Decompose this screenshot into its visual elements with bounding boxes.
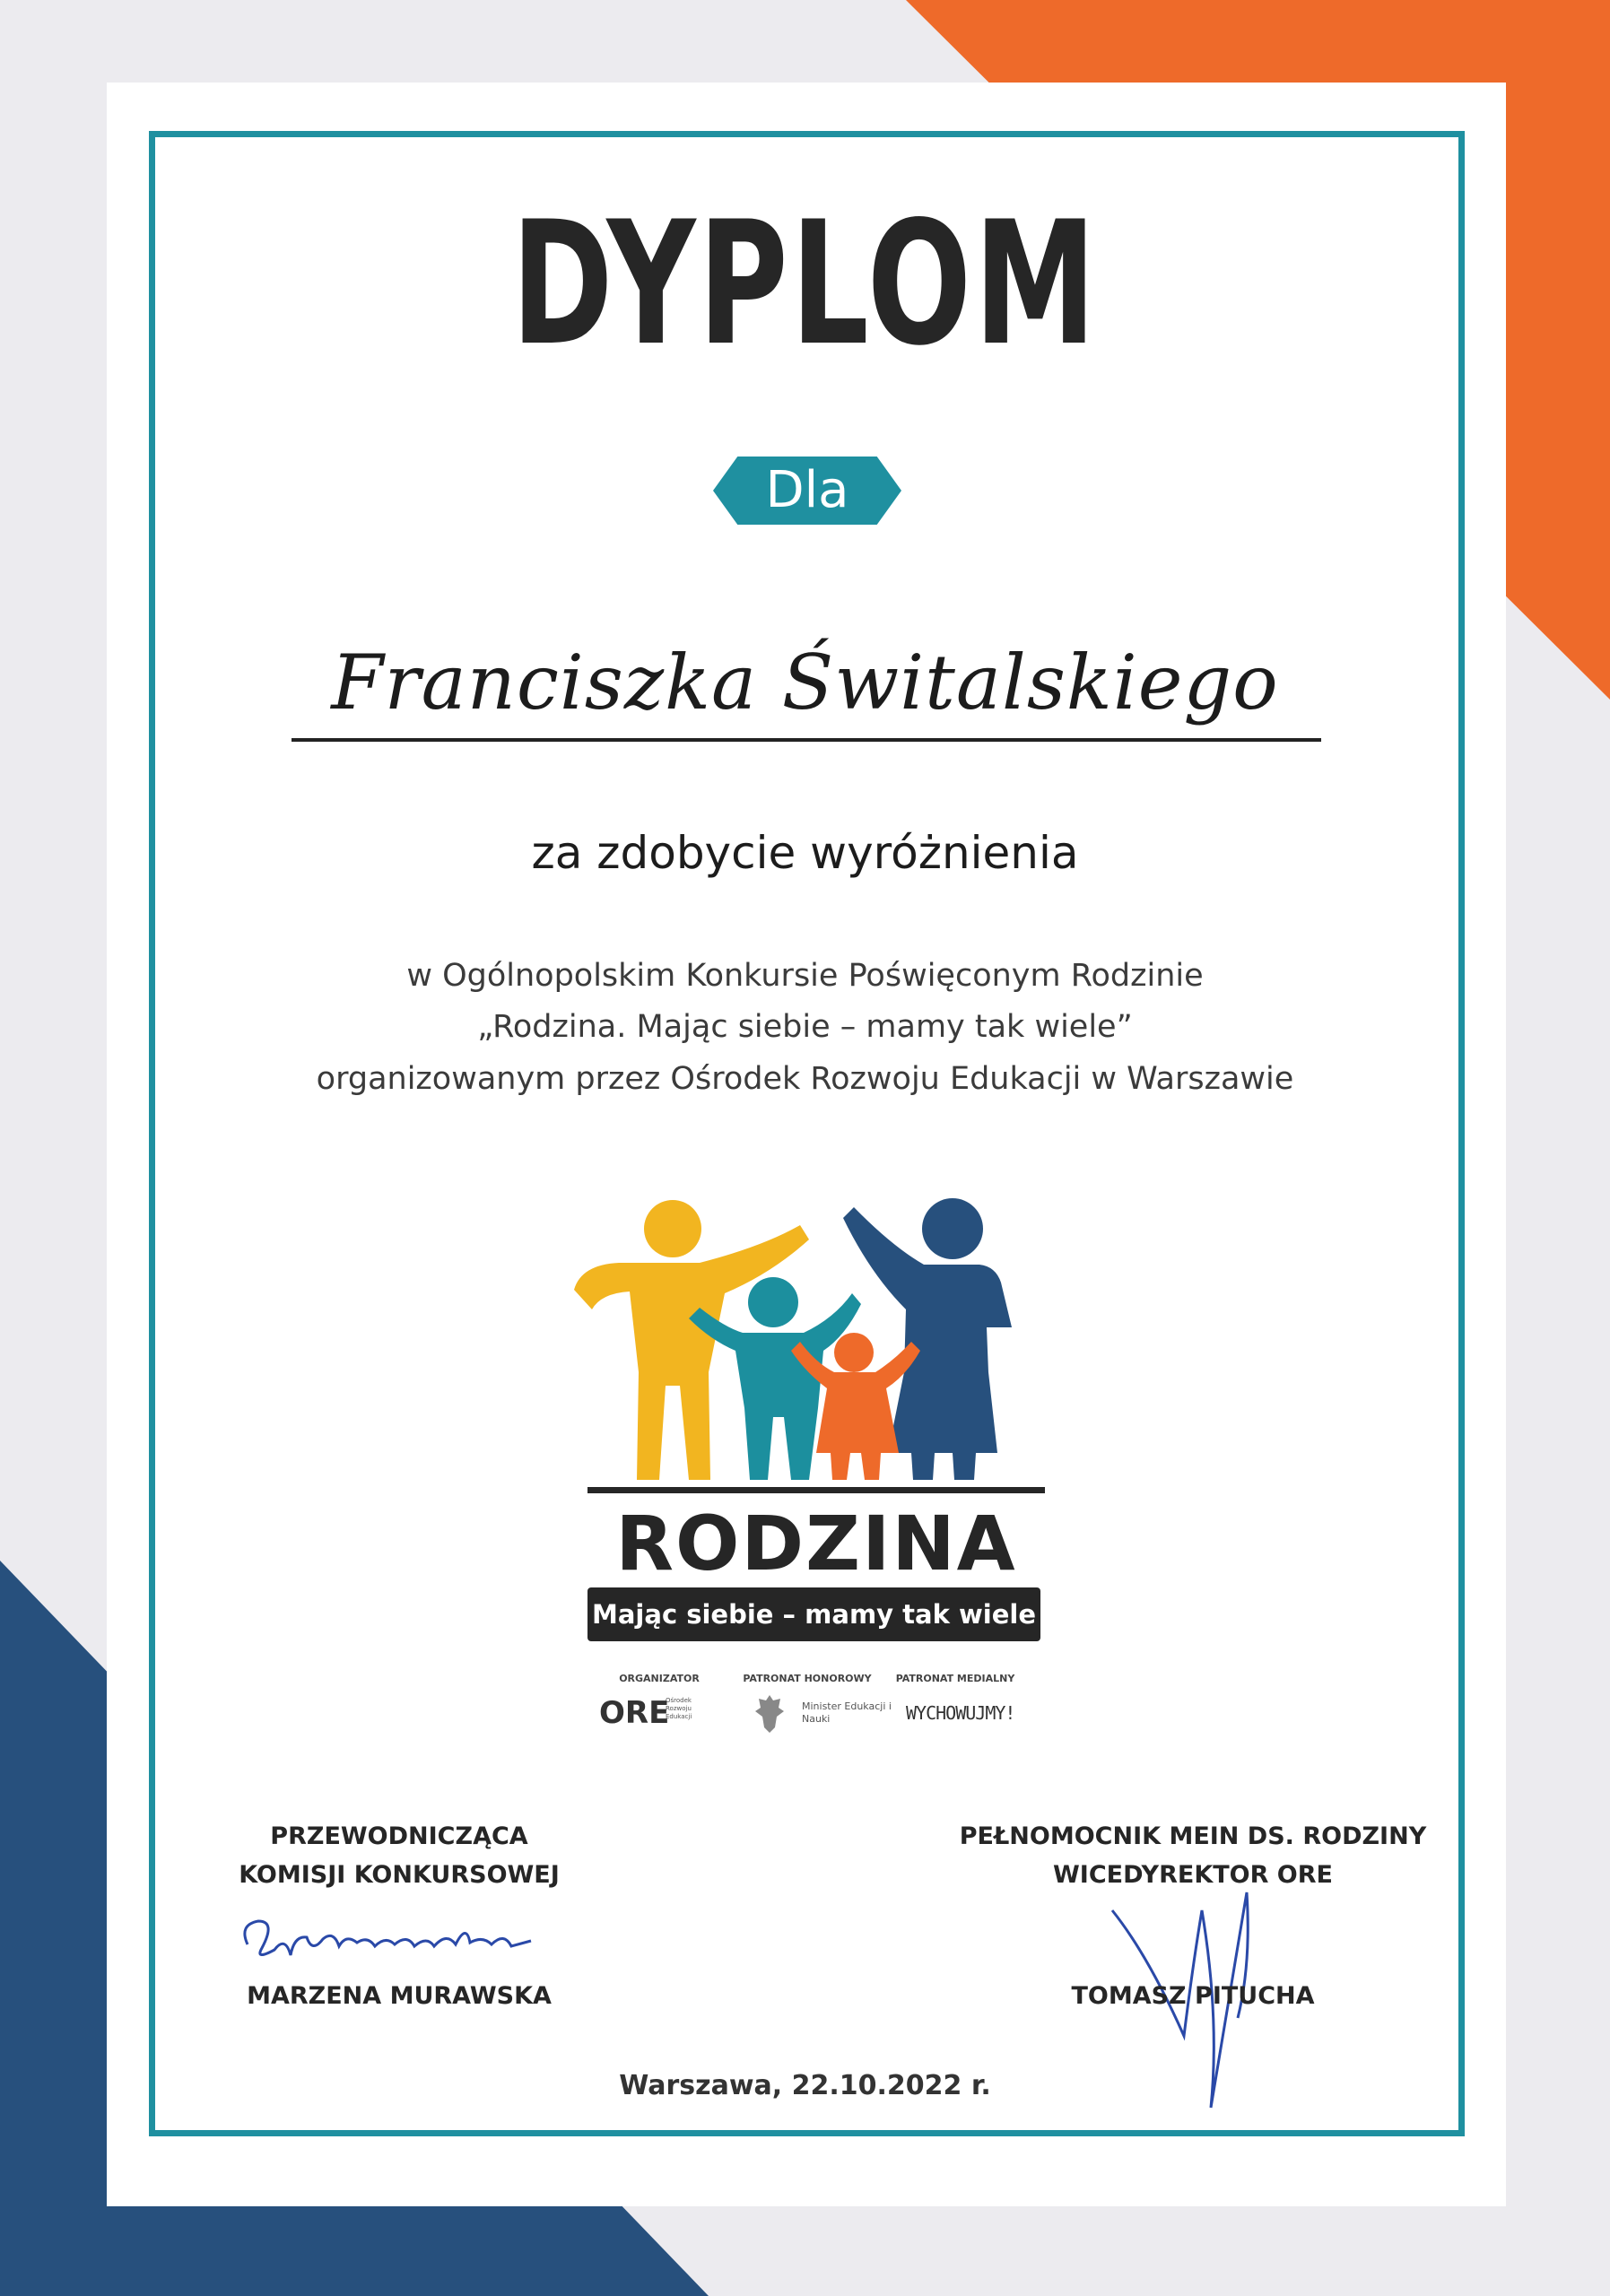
place-and-date: Warszawa, 22.10.2022 r.: [619, 2070, 991, 2101]
right-signatory-role-2: WICEDYREKTOR ORE: [1053, 1861, 1333, 1889]
media-patron-label: PATRONAT MEDIALNY: [895, 1673, 1015, 1684]
honorary-patron-label: PATRONAT HONOROWY: [743, 1673, 872, 1684]
media-patron-logo: WYCHOWUJMY!: [906, 1702, 1015, 1724]
eagle-emblem-icon: [753, 1692, 786, 1735]
award-subtitle: za zdobycie wyróżnienia: [531, 827, 1079, 879]
certificate-title: DYPLOM: [511, 185, 1099, 383]
left-signatory-role-1: PRZEWODNICZĄCA: [270, 1822, 528, 1850]
left-signatory-role-2: KOMISJI KONKURSOWEJ: [239, 1861, 560, 1889]
logo-tagline: Mając siebie – mamy tak wiele: [592, 1599, 1036, 1630]
logo-baseline: [587, 1487, 1045, 1493]
description-line-2: „Rodzina. Mając siebie – mamy tak wiele”: [477, 1009, 1133, 1045]
ore-logo: ORE: [599, 1695, 670, 1731]
logo-wordmark: RODZINA: [615, 1500, 1017, 1587]
left-signatory-name: MARZENA MURAWSKA: [247, 1982, 552, 2010]
description-line-3: organizowanym przez Ośrodek Rozwoju Edukacji w Warszawie: [316, 1061, 1294, 1097]
left-signature-image: [235, 1909, 576, 1980]
recipient-underline: [292, 738, 1321, 742]
ore-subtitle: Ośrodek Rozwoju Edukacji: [666, 1697, 692, 1720]
ministry-name: Minister Edukacji i Nauki: [802, 1700, 892, 1725]
description-line-1: w Ogólnopolskim Konkursie Poświęconym Rodzinie: [406, 958, 1204, 994]
family-logo-graphic: [565, 1193, 1067, 1498]
for-label: Dla: [765, 461, 849, 519]
organizer-label: ORGANIZATOR: [619, 1673, 700, 1684]
right-signatory-role-1: PEŁNOMOCNIK MEIN DS. RODZINY: [959, 1822, 1427, 1850]
right-signatory-name: TOMASZ PITUCHA: [1071, 1982, 1315, 2010]
recipient-name: Franciszka Świtalskiego: [331, 639, 1279, 726]
